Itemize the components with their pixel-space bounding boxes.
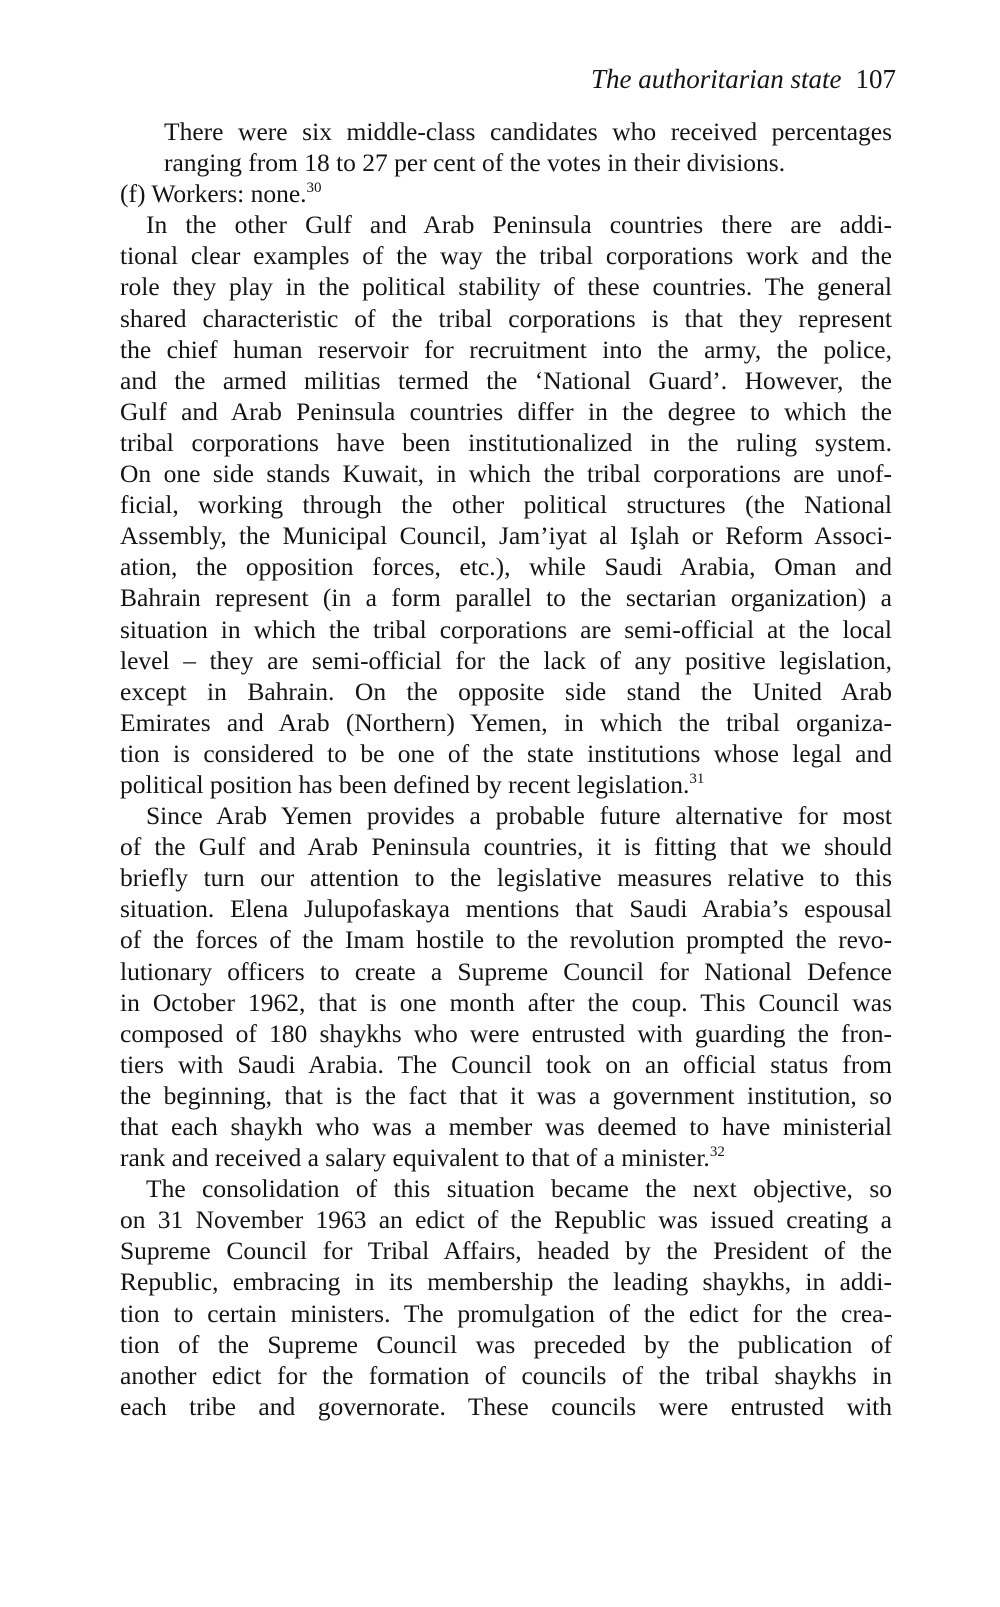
line-text: and the armed militias termed the ‘National Guard’. However, the [120, 365, 892, 395]
line-text: On one side stands Kuwait, in which the tribal corporations are unof- [120, 459, 892, 489]
text-line [120, 769, 892, 800]
text-line [120, 987, 892, 1018]
line-text: the chief human reservoir for recruitment into the army, the police, [120, 334, 892, 364]
line-text: that each shaykh who was a member was deemed to have ministerial [120, 1112, 892, 1141]
line-text: tribal corporations have been institutionalized in the ruling system. [120, 427, 892, 457]
text-line [120, 1298, 892, 1329]
line-text: tion of the Supreme Council was preceded by the publication of [120, 1329, 892, 1359]
text-line [120, 862, 892, 893]
line-text: role they play in the political stability of these countries. The general [120, 272, 892, 302]
text-line [120, 334, 892, 365]
line-text: ation, the opposition forces, etc.), while Saudi Arabia, Oman and [120, 552, 892, 582]
text-line [120, 738, 892, 769]
text-line [120, 707, 892, 738]
line-text: of the forces of the Imam hostile to the revolution prompted the revo- [120, 925, 892, 955]
line-text: tional clear examples of the way the tribal corporations work and the [120, 241, 892, 271]
line-text: Assembly, the Municipal Council, Jam’iyat al Işlah or Reform Associ- [120, 521, 892, 551]
line-text: on 31 November 1963 an edict of the Republic was issued creating a [120, 1205, 892, 1235]
line-text: Supreme Council for Tribal Affairs, headed by the President of the [120, 1236, 892, 1266]
line-text: Republic, embracing in its membership the leading shaykhs, in addi- [120, 1267, 892, 1297]
text-line [120, 551, 892, 582]
text-line [120, 520, 892, 551]
footnote-marker: 32 [709, 1144, 725, 1161]
line-text: of the Gulf and Arab Peninsula countries, it is fitting that we should [120, 832, 892, 862]
text-line [120, 582, 892, 613]
text-line [120, 1266, 892, 1297]
running-head [591, 62, 896, 96]
line-text: lutionary officers to create a Supreme Council for National Defence [120, 956, 892, 986]
line-text: tion to certain ministers. The promulgation of the edict for the crea- [120, 1298, 892, 1328]
line-text: rank and received a salary equivalent to that of a minister. [120, 1143, 710, 1173]
line-text: tion is considered to be one of the state institutions whose legal and [120, 738, 892, 768]
text-line [120, 956, 892, 987]
line-text: situation. Elena Julupofaskaya mentions that Saudi Arabia’s espousal [120, 894, 892, 924]
line-text: composed of 180 shaykhs who were entrusted with guarding the fron- [120, 1018, 892, 1048]
text-line [120, 645, 892, 676]
text-line [120, 893, 892, 924]
line-text: situation in which the tribal corporations are semi-official at the local [120, 614, 892, 644]
text-line [120, 1235, 892, 1266]
text-line [120, 365, 892, 396]
text-line [120, 178, 892, 209]
text-line [120, 209, 892, 240]
body-text [120, 116, 892, 1422]
line-text: In the other Gulf and Arab Peninsula countries there are addi- [146, 210, 892, 240]
text-line [120, 800, 892, 831]
line-text: briefly turn our attention to the legislative measures relative to this [120, 863, 892, 893]
text-line [120, 676, 892, 707]
line-text: another edict for the formation of councils of the tribal shaykhs in [120, 1360, 892, 1390]
text-line [120, 116, 892, 147]
text-line [120, 1018, 892, 1049]
line-text: ranging from 18 to 27 per cent of the votes in their divisions. [164, 148, 786, 178]
text-line [120, 1049, 892, 1080]
text-line [120, 396, 892, 427]
line-text: (f) Workers: none. [120, 179, 307, 209]
line-text: shared characteristic of the tribal corporations is that they represent [120, 303, 892, 333]
text-line [120, 427, 892, 458]
running-head-title: The authoritarian state [590, 64, 842, 94]
text-line [120, 458, 892, 489]
line-text: in October 1962, that is one month after the coup. This Council was [120, 987, 892, 1017]
text-line [120, 1142, 892, 1173]
text-line [120, 1204, 892, 1235]
text-line [120, 1111, 892, 1142]
line-text: Emirates and Arab (Northern) Yemen, in which the tribal organiza- [120, 707, 892, 737]
line-text: Gulf and Arab Peninsula countries differ in the degree to which the [120, 396, 892, 426]
text-line [120, 271, 892, 302]
page-number: 107 [855, 64, 896, 94]
line-text: the beginning, that is the fact that it was a government institution, so [120, 1080, 892, 1110]
footnote-marker: 31 [689, 770, 705, 787]
text-line [120, 1080, 892, 1111]
text-line [120, 489, 892, 520]
footnote-marker: 30 [306, 180, 322, 197]
text-line [120, 924, 892, 955]
line-text: each tribe and governorate. These councils were entrusted with [120, 1391, 892, 1421]
line-text: level – they are semi-official for the lack of any positive legislation, [120, 645, 892, 675]
line-text: Bahrain represent (in a form parallel to the sectarian organization) a [120, 583, 892, 613]
text-line [120, 1173, 892, 1204]
line-text: There were six middle-class candidates who received percentages [164, 117, 892, 146]
text-line [120, 831, 892, 862]
line-text: except in Bahrain. On the opposite side stand the United Arab [120, 676, 892, 706]
text-line [120, 147, 892, 178]
text-line [120, 240, 892, 271]
line-text: political position has been defined by recent legislation. [120, 769, 690, 799]
line-text: Since Arab Yemen provides a probable future alternative for most [146, 801, 892, 831]
text-line [120, 1360, 892, 1391]
text-line [120, 1391, 892, 1422]
line-text: tiers with Saudi Arabia. The Council took on an official status from [120, 1049, 892, 1079]
text-line [120, 303, 892, 334]
line-text: ficial, working through the other political structures (the National [120, 490, 892, 520]
text-line [120, 1329, 892, 1360]
line-text: The consolidation of this situation became the next objective, so [146, 1174, 892, 1204]
text-line [120, 614, 892, 645]
